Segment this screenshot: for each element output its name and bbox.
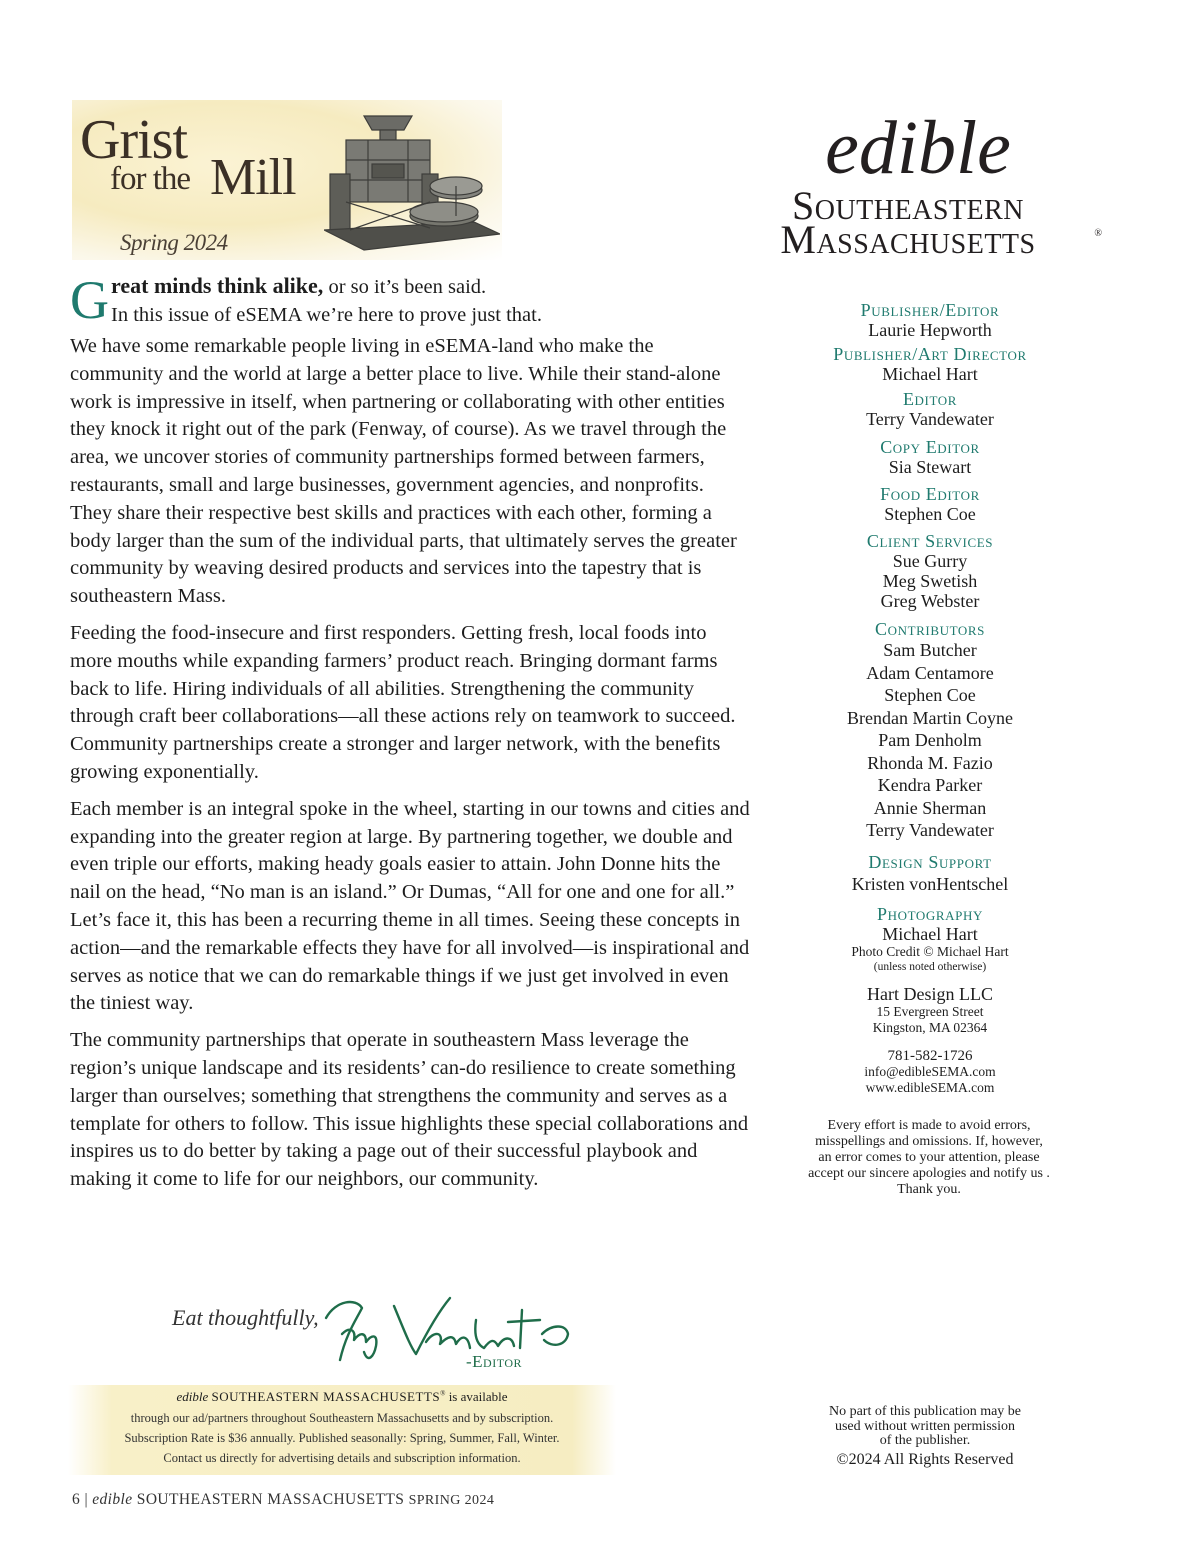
lead-bold-text: reat minds think alike, [111,273,324,298]
disclaimer-line-1: Every effort is made to avoid errors, [827,1118,1031,1133]
name-client-services-2: Meg Swetish [882,571,978,591]
rights-line-1: No part of this publication may be [828,1404,1022,1419]
logo-massachusetts-word: Massachusetts [780,217,1036,262]
banner-title-for-the: for the [110,161,191,197]
errors-disclaimer [770,1118,1088,1198]
name-contributor-7: Kendra Parker [877,775,983,795]
subscription-info-box [68,1385,616,1475]
subscription-line-3: Subscription Rate is $36 annually. Published seasonally: Spring, Summer, Fall, Winter. [124,1431,560,1445]
subscription-available: is available [445,1389,508,1404]
role-publisher-editor: Publisher/Editor [860,300,1000,320]
name-design-support: Kristen vonHentschel [851,873,1009,894]
role-publisher-art-director: Publisher/Art Director [833,344,1027,364]
name-contributor-9: Terry Vandewater [866,820,994,840]
staff-masthead [770,300,1090,1096]
logo-southeastern-word: Southeastern [791,183,1024,228]
disclaimer-line-4: accept our sincere apologies and notify us . [808,1166,1050,1181]
editor-signature [316,1290,586,1370]
role-contributors: Contributors [875,619,985,639]
rights-notice [770,1405,1080,1471]
rights-copyright: ©2024 All Rights Reserved [836,1450,1014,1468]
drop-cap: G [70,270,109,330]
name-photography: Michael Hart [882,923,978,944]
rights-line-3: of the publisher. [879,1433,971,1448]
name-client-services-3: Greg Webster [880,591,980,611]
role-editor: Editor [902,389,958,409]
company-street: 15 Evergreen Street [876,1003,984,1019]
name-editor: Terry Vandewater [866,409,994,429]
page-footer [72,1491,494,1509]
lead-paragraph [70,272,750,329]
footer-separator: | [84,1491,88,1508]
name-contributor-2: Adam Centamore [866,662,994,683]
name-contributor-6: Rhonda M. Fazio [867,752,993,773]
lead-text: or so it’s been said. [323,276,487,298]
banner-issue-label: Spring 2024 [120,230,228,255]
lead-line-two: In this issue of eSEMA we’re here to prove just that. [111,304,542,326]
role-design-support: Design Support [868,851,992,872]
letter-paragraph-3: Each member is an integral spoke in the wheel, starting in our towns and cities and expanding into the greater region at large. By partnering together, we double and even triple our efforts, making heady goals easier to attain. John Donne hits the nail on the head, “No man is an island.” Or Dumas, “All for one and one for all.” Let’s face it, this has been a recurring theme in all times. Seeing these concepts in action—and the remarkable effects they have for all involved—is inspirational and serves as notice that we can do remarkable things if we just get involved in even the tiniest way. [70,797,750,1015]
disclaimer-line-3: an error comes to your attention, please [818,1150,1040,1165]
subscription-edible: edible [176,1389,209,1404]
name-publisher-editor: Laurie Hepworth [868,320,992,340]
subscription-line-4: Contact us directly for advertising details and subscription information. [163,1451,521,1465]
logo-registered-mark: ® [1094,228,1102,239]
edible-masthead-logo [728,106,1108,262]
subscription-line-1 [68,1389,616,1405]
name-contributor-4: Brendan Martin Coyne [847,707,1013,728]
signature-role: -Editor [466,1352,522,1371]
photo-credit: Photo Credit © Michael Hart [851,943,1009,959]
column-banner [72,100,502,260]
letter-paragraph-2: Feeding the food-insecure and first responders. Getting fresh, local foods into more mouths while expanding farmers’ product reach. Bringing dormant farms back to life. Hiring individuals of all abilities. Strengthening the community through craft beer collaborations—all these actions rely on teamwork to succeed. Community partnerships create a stronger and larger network, with the benefits growing exponentially. [70,621,736,783]
page-number: 6 [72,1491,81,1508]
role-copy-editor: Copy Editor [880,437,980,457]
subscription-line-2: through our ad/partners throughout Southeastern Massachusetts and by subscription. [130,1411,554,1425]
letter-paragraph-1: We have some remarkable people living in eSEMA-land who make the community and the world at large a better place to live. While their stand-alone work is impressive in itself, when partnering or collaborating with other entities they knock it right out of the park (Fenway, of course). As we travel through the area, we uncover stories of community partnerships formed between farmers, restaurants, small and large businesses, government agencies, and nonprofits. They share their respective best skills and practices with each other, forming a body larger than the sum of the individual parts, that ultimately serves the greater community by weaving desired products and services into the tapestry that is southeastern Mass. [70,335,737,608]
name-food-editor: Stephen Coe [884,504,976,524]
footer-brand: SOUTHEASTERN MASSACHUSETTS [136,1491,405,1508]
letter-paragraph-4: The community partnerships that operate in southeastern Mass leverage the region’s unique landscape and its residents’ can-do resilience to create something larger than ourselves; something that strengthens the community and serves as a template for others to follow. This issue highlights these special collaborations and inspires us to do better by taking a page out of their successful playbook and making it come to life for our neighbors, our community. [70,1029,749,1191]
signoff: Eat thoughtfully, [172,1305,319,1330]
company-city: Kingston, MA 02364 [872,1019,988,1035]
gristmill-illustration [324,112,500,257]
company-website: www.edibleSEMA.com [865,1079,995,1095]
footer-issue: SPRING 2024 [408,1493,495,1508]
disclaimer-line-2: misspellings and omissions. If, however, [815,1134,1043,1149]
logo-edible-word: edible [825,106,1011,190]
company-phone: 781-582-1726 [887,1047,973,1064]
role-photography: Photography [877,903,983,924]
name-contributor-1: Sam Butcher [883,640,977,660]
footer-edible: edible [92,1491,133,1508]
company-name: Hart Design LLC [867,983,993,1004]
name-contributor-3: Stephen Coe [884,685,976,705]
photo-credit-note: (unless noted otherwise) [873,960,987,973]
banner-title-grist: Grist [80,109,187,171]
subscription-reg: ® [440,1389,446,1398]
name-client-services-1: Sue Gurry [892,551,968,571]
role-food-editor: Food Editor [880,484,980,504]
name-contributor-5: Pam Denholm [878,730,982,750]
banner-title-mill: Mill [210,149,296,206]
subscription-brand: SOUTHEASTERN MASSACHUSETTS [211,1389,441,1404]
company-email: info@edibleSEMA.com [864,1063,996,1079]
role-client-services: Client Services [866,531,994,551]
rights-line-2: used without written permission [834,1418,1016,1434]
name-publisher-art-director: Michael Hart [882,364,978,384]
disclaimer-line-5: Thank you. [897,1182,961,1197]
editors-letter [70,272,750,1203]
name-contributor-8: Annie Sherman [873,797,987,818]
name-copy-editor: Sia Stewart [888,457,972,477]
